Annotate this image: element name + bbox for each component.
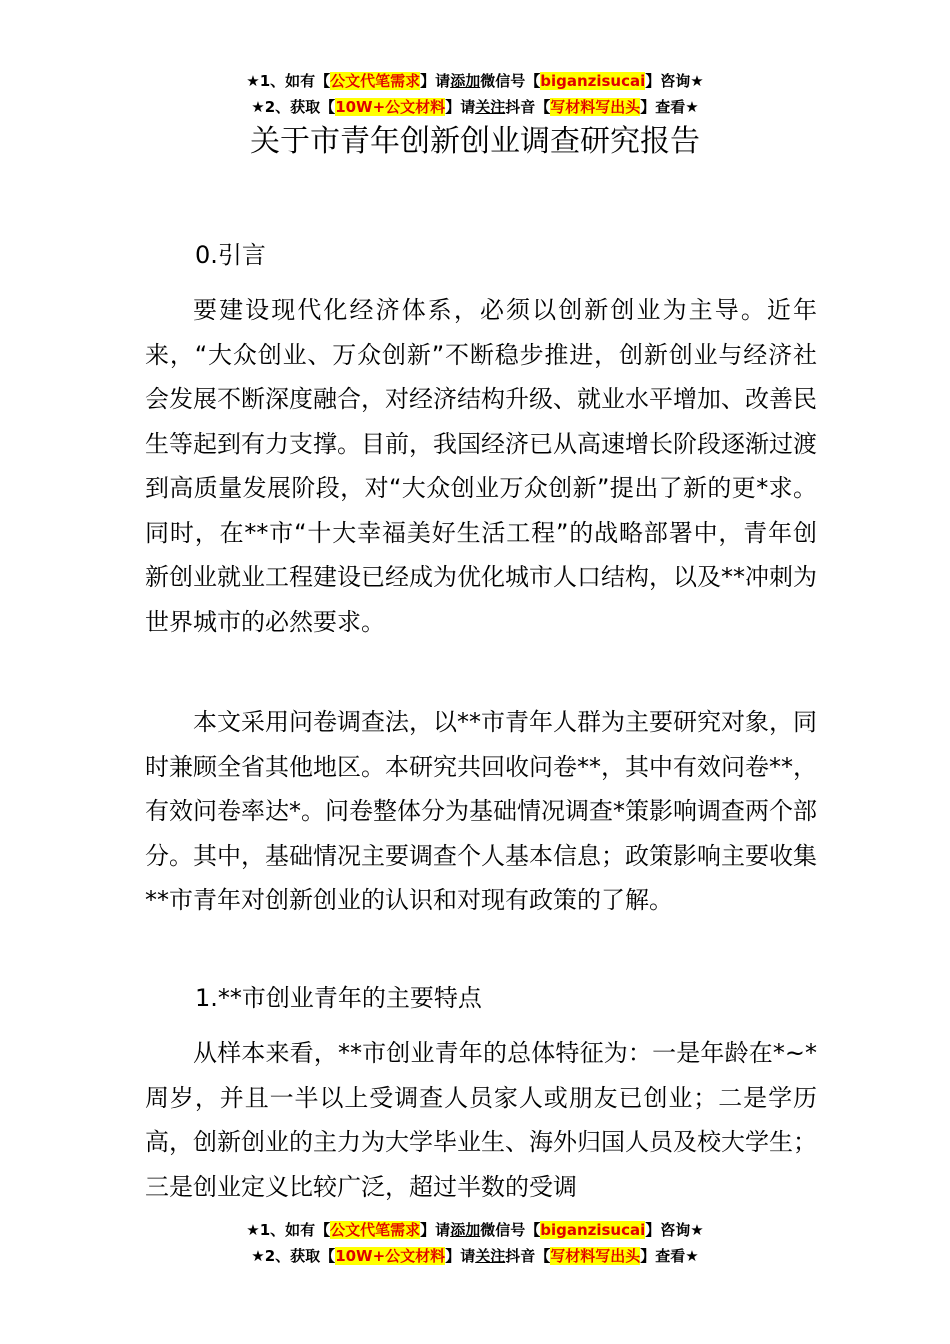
paragraph-3 [145,1031,817,1209]
footer-line-1: ★1、如有【公文代笔需求】请添加微信号【biganzisucai】咨询★ [246,1221,704,1239]
footer-highlight-service: 公文代笔需求 [330,1221,421,1239]
highlight-materials: 10W+公文材料 [335,98,446,116]
banner-line-2: ★2、获取【10W+公文材料】请关注抖音【写材料写出头】查看★ [251,98,699,116]
footer-underlined-add: 添加 [450,1221,481,1239]
underlined-add: 添加 [450,72,481,90]
paragraph-1 [145,288,817,644]
section-heading-intro: 0.引言 [195,241,266,269]
footer-banner [0,1217,950,1269]
paragraph-1-text: 要建设现代化经济体系，必须以创新创业为主导。近年来，“大众创业、万众创新”不断稳步推进，创新创业与经济社会发展不断深度融合，对经济结构升级、就业水平增加、改善民生等起到有力支撑。目前，我国经济已从高速增长阶段逐渐过渡到高质量发展阶段，对“大众创业万众创新”提出了新的更*求。同时，在**市“十大幸福美好生活工程”的战略部署中，青年创新创业就业工程建设已经成为优化城市人口结构，以及**冲刺为世界城市的必然要求。 [145,296,817,636]
highlight-service: 公文代笔需求 [330,72,421,90]
document-title: 关于市青年创新创业调查研究报告 [250,124,700,159]
footer-highlight-wechat-id: biganzisucai [540,1221,646,1239]
paragraph-2-text: 本文采用问卷调查法，以**市青年人群为主要研究对象，同时兼顾全省其他地区。本研究共回收问卷**，其中有效问卷**，有效问卷率达*。问卷整体分为基础情况调查*策影响调查两个部分。其中，基础情况主要调查个人基本信息；政策影响主要收集**市青年对创新创业的认识和对现有政策的了解。 [145,708,817,914]
banner-line-1: ★1、如有【公文代笔需求】请添加微信号【biganzisucai】咨询★ [246,72,704,90]
highlight-wechat-id: biganzisucai [540,72,646,90]
paragraph-2 [145,700,817,923]
footer-highlight-douyin: 写材料写出头 [550,1247,641,1265]
footer-underlined-follow: 关注 [475,1247,506,1265]
underlined-follow: 关注 [475,98,506,116]
paragraph-3-text: 从样本来看，**市创业青年的总体特征为：一是年龄在*~*周岁，并且一半以上受调查人员家人或朋友已创业；二是学历高，创新创业的主力为大学毕业生、海外归国人员及校大学生；三是创业定义比较广泛，超过半数的受调 [145,1039,817,1201]
section-heading-1: 1.**市创业青年的主要特点 [195,984,482,1012]
footer-line-2: ★2、获取【10W+公文材料】请关注抖音【写材料写出头】查看★ [251,1247,699,1265]
header-banner [0,68,950,120]
footer-highlight-materials: 10W+公文材料 [335,1247,446,1265]
highlight-douyin: 写材料写出头 [550,98,641,116]
